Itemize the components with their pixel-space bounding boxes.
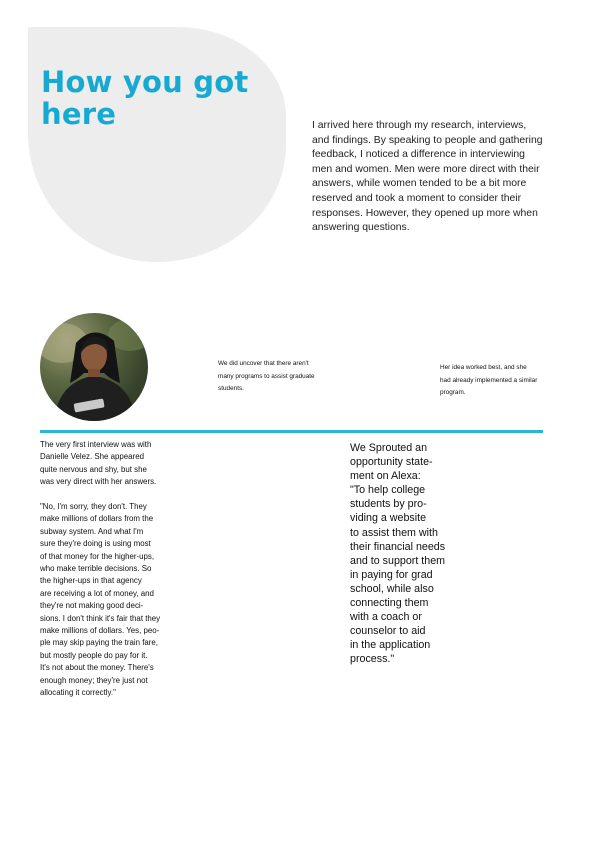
note-best-idea xyxy=(440,362,565,400)
interview-column xyxy=(40,439,172,700)
background-blob xyxy=(28,27,286,262)
interview-quote: "No, I'm sorry, they don't. They make millions of dollars from the subway system. And what I'm sure they're doing is using most of that money for the higher-ups, who make terrible decisions. So the higher-ups in that agency are receiving a lot of money, and they're not making good deci- sions. I don't think it's fair that they make millions of dollars. Yes, peo- ple may skip paying the train fare, but mostly people do pay for it. It's not about the money. There's enough money; they're just not allocating it correctly." xyxy=(40,502,161,698)
page-title: How you got here xyxy=(41,65,249,131)
note-graduate-programs-text: We did uncover that there aren't many programs to assist graduate students. xyxy=(218,360,315,392)
paragraph-gap xyxy=(40,489,172,501)
interview-intro: The very first interview was with Danielle Velez. She appeared quite nervous and shy, but she was very direct with her answers. xyxy=(40,440,157,487)
portrait-illustration xyxy=(40,313,148,421)
note-graduate-programs xyxy=(218,358,368,396)
note-best-idea-text: Her idea worked best, and she had already implemented a similar program. xyxy=(440,364,538,396)
interviewee-photo xyxy=(40,313,148,421)
intro-paragraph: I arrived here through my research, interviews, and findings. By speaking to people and gathering feedback, I noticed a difference in interviewing men and women. Men were more direct with their answers, while women tended to be a bit more reserved and took a moment to consider their responses. However, they opened up more when answering questions. xyxy=(312,120,543,234)
opportunity-statement: We Sprouted an opportunity state- ment on Alexa: "To help college students by pro- viding a website to assist them with their financial needs and to support them in paying for grad school, while also connecting them with a coach or counselor to aid in the application process." xyxy=(350,442,446,666)
divider-rule xyxy=(40,430,543,433)
